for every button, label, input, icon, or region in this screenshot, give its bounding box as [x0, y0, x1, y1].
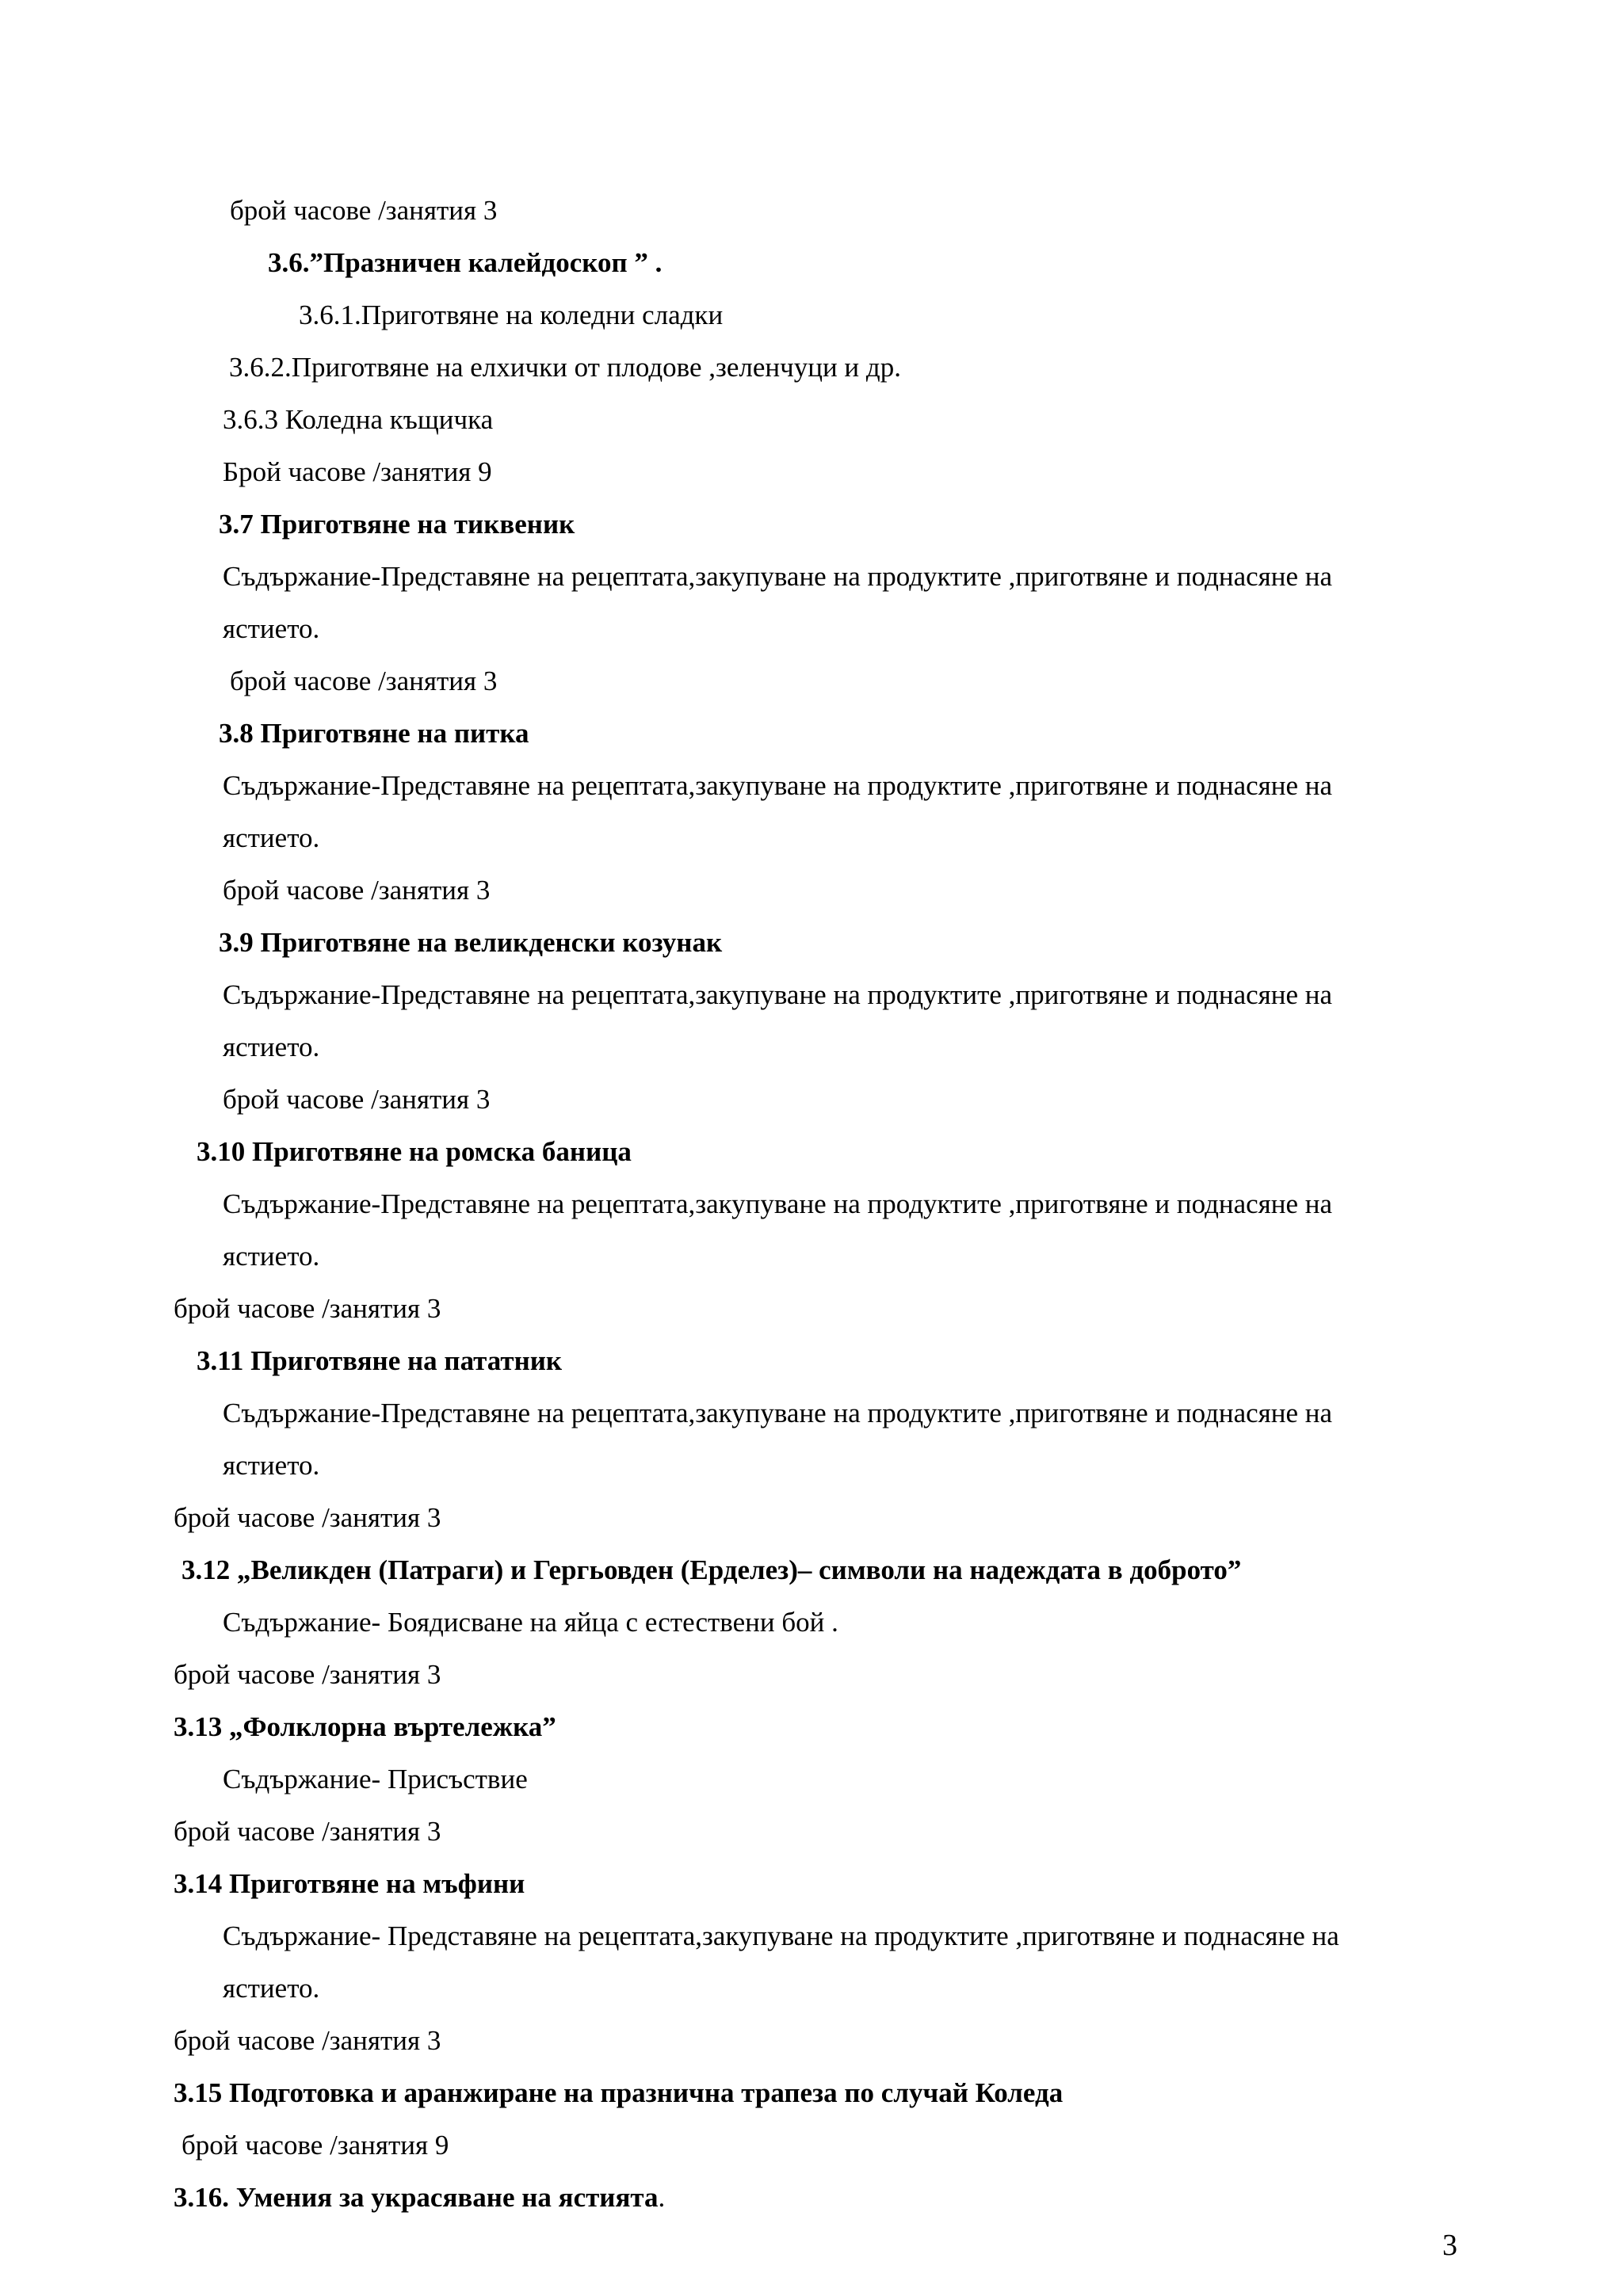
subsection-item: 3.6.2.Приготвяне на елхички от плодове ,зеленчуци и др.: [229, 352, 901, 383]
section-heading: 3.8 Приготвяне на питка: [219, 718, 529, 749]
content-line: ястието.: [223, 822, 320, 853]
content-line: ястието.: [223, 1450, 320, 1481]
content-line: Съдържание-Представяне на рецептата,закупуване на продуктите ,приготвяне и поднасяне на: [223, 979, 1333, 1010]
hours-line: брой часове /занятия 3: [174, 2025, 441, 2056]
section-heading: 3.15 Подготовка и аранжиране на празнична трапеза по случай Коледа: [174, 2077, 1064, 2108]
section-heading-16-period: .: [658, 2182, 666, 2213]
content-line: ястието.: [223, 1241, 320, 1272]
section-heading: 3.7 Приготвяне на тиквеник: [219, 509, 575, 540]
section-heading-16: [174, 2180, 665, 2215]
page-number: 3: [1442, 2229, 1457, 2262]
content-line: Съдържание- Представяне на рецептата,закупуване на продуктите ,приготвяне и поднасяне на: [223, 1920, 1339, 1951]
hours-line: брой часове /занятия 3: [174, 1502, 441, 1533]
section-heading: 3.11 Приготвяне на пататник: [197, 1345, 563, 1376]
content-line: Съдържание-Представяне на рецептата,закупуване на продуктите ,приготвяне и поднасяне на: [223, 1398, 1333, 1428]
hours-line: брой часове /занятия 3: [174, 1293, 441, 1324]
hours-line: Брой часове /занятия 9: [223, 456, 492, 487]
section-heading: 3.14 Приготвяне на мъфини: [174, 1868, 525, 1899]
content-line: Съдържание-Представяне на рецептата,закупуване на продуктите ,приготвяне и поднасяне на: [223, 1188, 1333, 1219]
section-heading-16-text: 3.16. Умения за украсяване на ястията: [174, 2182, 659, 2213]
content-line: Съдържание-Представяне на рецептата,закупуване на продуктите ,приготвяне и поднасяне на: [223, 770, 1333, 801]
hours-line: брой часове /занятия 3: [223, 1084, 491, 1115]
subsection-item: 3.6.3 Коледна къщичка: [223, 404, 494, 435]
hours-line: брой часове /занятия 3: [174, 1659, 441, 1690]
section-heading: 3.10 Приготвяне на ромска баница: [197, 1136, 632, 1167]
content-line: ястието.: [223, 1973, 320, 2004]
content-line: ястието.: [223, 613, 320, 644]
section-heading: 3.12 „Великден (Патраги) и Гергьовден (Ерделез)– символи на надеждата в доброто”: [181, 1554, 1242, 1585]
section-heading: 3.9 Приготвяне на великденски козунак: [219, 927, 723, 958]
content-line: Съдържание- Боядисване на яйца с естествени бой .: [223, 1607, 838, 1638]
hours-line: брой часове /занятия 3: [223, 875, 491, 906]
content-line: Съдържание-Представяне на рецептата,закупуване на продуктите ,приготвяне и поднасяне на: [223, 561, 1333, 592]
section-heading: 3.13 „Фолклорна въртележка”: [174, 1711, 556, 1742]
content-line: Съдържание- Присъствие: [223, 1764, 528, 1794]
hours-line: брой часове /занятия 3: [230, 195, 498, 226]
hours-line: брой часове /занятия 3: [174, 1816, 441, 1847]
content-line: ястието.: [223, 1032, 320, 1062]
hours-line: брой часове /занятия 3: [230, 666, 498, 696]
section-heading: 3.6.”Празничен калейдоскоп ” .: [268, 247, 663, 278]
hours-line: брой часове /занятия 9: [181, 2130, 449, 2161]
subsection-item: 3.6.1.Приготвяне на коледни сладки: [299, 299, 724, 330]
